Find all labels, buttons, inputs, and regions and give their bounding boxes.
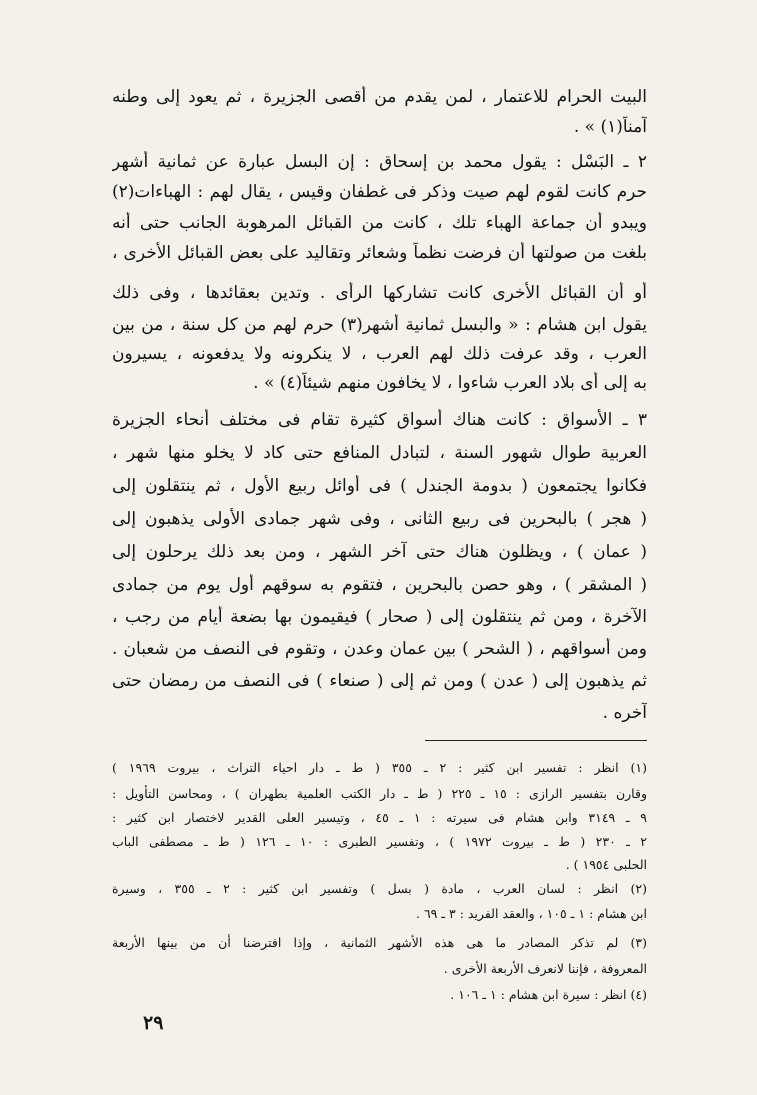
body-line: العربية طوال شهور السنة ، لتبادل المنافع حتى كاد لا يخلو منها شهر ، — [112, 443, 647, 463]
body-line: ( عمان ) ، ويظلون هناك حتى آخر الشهر ، ومن بعد ذلك يرحلون إلى — [112, 542, 647, 562]
footnote-line: وقارن بتفسير الرازى : ١٥ ـ ٢٢٥ ( ط ـ دار الكتب العلمية بطهران ) ، ومحاسن التأويل : — [112, 786, 647, 801]
page-number: ٢٩ — [143, 1012, 164, 1034]
body-line: بلغت من صولتها أن فرضت نظماً وشعائر وتقاليد على بعض القبائل الأخرى ، — [112, 243, 647, 263]
body-line: فكانوا يجتمعون ( بدومة الجندل ) فى أوائل ربيع الأول ، ثم ينتقلون إلى — [112, 476, 647, 496]
body-line: ويبدو أن جماعة الهباء تلك ، كانت من القبائل المرهوبة الجانب حتى أنه — [112, 213, 647, 233]
body-line: الآخرة ، ومن ثم ينتقلون إلى ( صحار ) فيقيمون بها بضعة أيام من رجب ، — [112, 607, 647, 627]
body-line: ( المشقر ) ، وهو حصن بالبحرين ، فتقوم به سوقهم أول يوم من جمادى — [112, 575, 647, 595]
body-line: ثم يذهبون إلى ( عدن ) ومن ثم إلى ( صنعاء ) فى النصف من رمضان حتى — [112, 671, 647, 691]
footnote-line: (٢) انظر : لسان العرب ، مادة ( بسل ) وتفسير ابن كثير : ٢ ـ ٣٥٥ ، وسيرة — [112, 881, 647, 896]
footnote-line: ٢ ـ ٢٣٠ ( ط ـ بيروت ١٩٧٢ ) ، وتفسير الطبرى : ١٠ ـ ١٢٦ ( ط ـ مصطفى الباب — [112, 834, 647, 849]
section-heading-line: ٢ ـ البَسْل : يقول محمد بن إسحاق : إن البسل عبارة عن ثمانية أشهر — [112, 152, 647, 172]
footnote-separator — [425, 740, 647, 741]
body-line: به إلى أى بلاد العرب شاءوا ، لا يخافون منهم شيئاً(٤) » . — [253, 373, 647, 393]
body-line: حرم كانت لقوم لهم صيت وذكر فى غطفان وقيس ، يقال لهم : الهباءات(٢) — [112, 182, 647, 202]
footnote-line: ابن هشام : ١ ـ ١٠٥ ، والعقد الفريد : ٣ ـ ٦٩ . — [416, 906, 647, 921]
footnote-line: (١) انظر : تفسير ابن كثير : ٢ ـ ٣٥٥ ( ط ـ دار احياء التراث ، بيروت ١٩٦٩ ) — [112, 760, 647, 775]
body-line: البيت الحرام للاعتمار ، لمن يقدم من أقصى الجزيرة ، ثم يعود إلى وطنه — [112, 87, 647, 107]
footnote-line: (٣) لم تذكر المصادر ما هى هذه الأشهر الثمانية ، وإذا افترضنا أن من بينها الأربعة — [112, 935, 647, 950]
footnote-line: (٤) انظر : سيرة ابن هشام : ١ ـ ١٠٦ . — [450, 987, 647, 1002]
footnote-line: المعروفة ، فإننا لانعرف الأربعة الأخرى . — [443, 961, 647, 976]
body-line: ( هجر ) بالبحرين فى ربيع الثانى ، وفى شهر جمادى الأولى يذهبون إلى — [112, 509, 647, 529]
body-line: ومن أسواقهم ، ( الشحر ) بين عمان وعدن ، وتقوم فى النصف من شعبان . — [112, 639, 647, 659]
body-line: العرب ، وقد عرفت ذلك لهم العرب ، لا ينكرونه ولا يدفعونه ، يسيرون — [112, 344, 647, 364]
body-line: أو أن القبائل الأخرى كانت تشاركها الرأى . وتدين بعقائدها ، وفى ذلك — [112, 283, 647, 303]
body-line: يقول ابن هشام : « والبسل ثمانية أشهر(٣) حرم لهم من كل سنة ، من بين — [112, 315, 647, 335]
footnote-line: الحلبى ١٩٥٤ ) . — [565, 857, 647, 872]
body-line: آمناً(١) » . — [573, 117, 647, 137]
body-line: آخره . — [602, 703, 647, 723]
footnote-line: ٩ ـ ٣١٤٩ وابن هشام فى سيرته : ١ ـ ٤٥ ، وتيسير العلى القدير لاختصار ابن كثير : — [112, 810, 647, 825]
section-heading-line: ٣ ـ الأسواق : كانت هناك أسواق كثيرة تقام فى مختلف أنحاء الجزيرة — [112, 410, 647, 430]
